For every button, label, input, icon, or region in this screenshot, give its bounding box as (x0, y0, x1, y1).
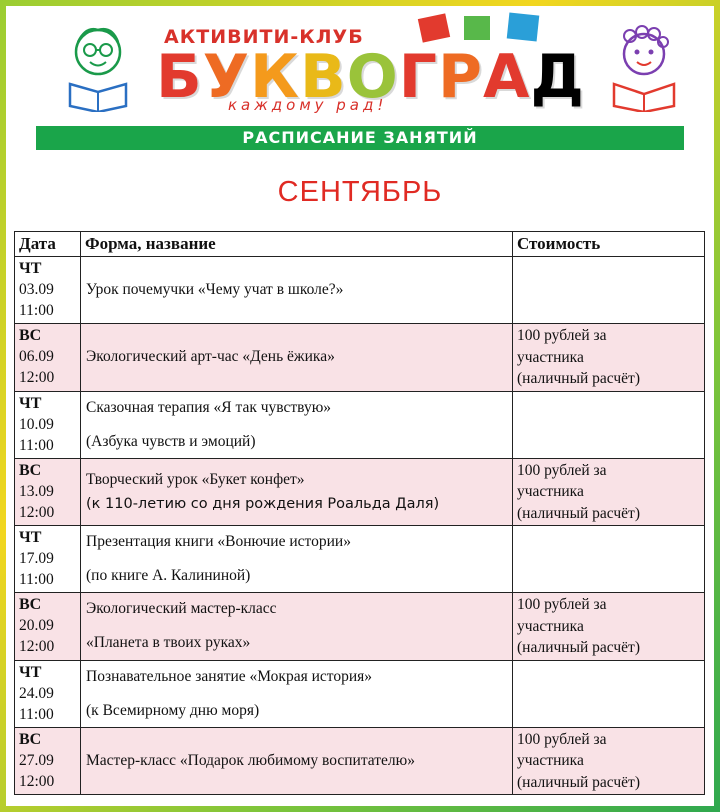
date-cell (15, 727, 81, 795)
event-subtitle: (по книге А. Калининой) (86, 567, 251, 584)
cost-line: 100 рублей за (517, 730, 607, 748)
table-row (15, 526, 705, 593)
table-row (15, 593, 705, 661)
event-date: 06.09 (19, 348, 54, 365)
event-title: Мастер-класс «Подарок любимому воспитателю» (86, 751, 415, 769)
event-name-cell (81, 391, 513, 458)
event-name-cell (81, 727, 513, 795)
header-cost: Стоимость (513, 232, 705, 257)
cost-line: участника (517, 483, 584, 500)
table-row (15, 660, 705, 727)
cost-line: (наличный расчёт) (517, 504, 640, 522)
weekday: ВС (19, 596, 42, 613)
date-cell (15, 660, 81, 727)
event-time: 11:00 (19, 302, 54, 319)
cost-line: 100 рублей за (517, 327, 607, 344)
date-cell (15, 458, 81, 526)
cost-line: 100 рублей за (517, 596, 607, 613)
cost-line: (наличный расчёт) (517, 639, 640, 656)
event-name-cell (81, 593, 513, 661)
event-subtitle: (Азбука чувств и эмоций) (86, 432, 256, 450)
event-subtitle: (к Всемирному дню моря) (86, 701, 260, 719)
event-time: 12:00 (19, 638, 55, 655)
reading-girl-icon (602, 22, 686, 112)
event-title: Презентация книги «Вонючие истории» (86, 533, 351, 550)
club-name-logo: БУКВОГРАД (156, 42, 585, 112)
event-time: 12:00 (19, 369, 55, 386)
cost-line: участника (517, 617, 584, 635)
colored-cubes-icon (416, 10, 546, 44)
event-title: Экологический арт-час «День ёжика» (86, 348, 335, 366)
schedule-banner: РАСПИСАНИЕ ЗАНЯТИЙ (36, 126, 684, 150)
cost-line: 100 рублей за (517, 461, 607, 479)
cost-cell (513, 526, 705, 593)
table-row (15, 458, 705, 526)
event-time: 11:00 (19, 705, 54, 723)
cost-cell (513, 458, 705, 526)
event-date: 13.09 (19, 482, 54, 500)
schedule-poster (6, 6, 714, 806)
weekday: ВС (19, 730, 42, 748)
weekday: ВС (19, 461, 42, 479)
event-time: 12:00 (19, 503, 55, 521)
event-time: 12:00 (19, 772, 55, 790)
month-title: СЕНТЯБРЬ (277, 176, 443, 208)
event-date: 03.09 (19, 281, 54, 298)
event-title: Познавательное занятие «Мокрая история» (86, 667, 373, 685)
event-title: Экологический мастер-класс (86, 600, 277, 618)
event-subtitle: «Планета в твоих руках» (86, 634, 251, 652)
cost-line: (наличный расчёт) (517, 773, 640, 791)
event-date: 24.09 (19, 684, 54, 702)
event-date: 17.09 (19, 550, 54, 567)
event-name-cell (81, 526, 513, 593)
cost-cell (513, 257, 705, 324)
event-name-cell (81, 660, 513, 727)
event-title: Сказочная терапия «Я так чувствую» (86, 398, 332, 416)
event-time: 11:00 (19, 571, 54, 588)
date-cell (15, 593, 81, 661)
schedule-table (14, 231, 705, 795)
cost-cell (513, 324, 705, 392)
event-name-cell (81, 458, 513, 526)
cost-line: участника (517, 752, 584, 769)
event-name-cell (81, 324, 513, 392)
table-header-row (15, 232, 705, 257)
event-title: Урок почемучки «Чему учат в школе?» (86, 281, 344, 298)
table-row (15, 391, 705, 458)
weekday: ЧТ (19, 394, 42, 412)
weekday: ВС (19, 327, 42, 344)
event-subtitle: (к 110-летию со дня рождения Роальда Даля) (86, 495, 440, 512)
event-title: Творческий урок «Букет конфет» (86, 470, 305, 488)
table-row (15, 257, 705, 324)
event-date: 20.09 (19, 617, 54, 634)
table-row (15, 727, 705, 795)
event-name-cell (81, 257, 513, 324)
weekday: ЧТ (19, 260, 42, 277)
cost-line: (наличный расчёт) (517, 370, 640, 387)
cost-cell (513, 391, 705, 458)
weekday: ЧТ (19, 663, 42, 681)
club-label: АКТИВИТИ-КЛУБ (164, 26, 364, 48)
weekday: ЧТ (19, 529, 42, 546)
cost-line: участника (517, 348, 584, 366)
date-cell (15, 324, 81, 392)
club-slogan: каждому рад! (228, 96, 388, 114)
header (6, 6, 714, 126)
event-date: 27.09 (19, 751, 54, 769)
reading-boy-icon (56, 22, 140, 112)
header-date: Дата (15, 232, 81, 257)
header-name: Форма, название (81, 232, 513, 257)
date-cell (15, 391, 81, 458)
cost-cell (513, 660, 705, 727)
cost-cell (513, 727, 705, 795)
date-cell (15, 257, 81, 324)
date-cell (15, 526, 81, 593)
cost-cell (513, 593, 705, 661)
event-time: 11:00 (19, 436, 54, 454)
event-date: 10.09 (19, 415, 54, 433)
table-row (15, 324, 705, 392)
